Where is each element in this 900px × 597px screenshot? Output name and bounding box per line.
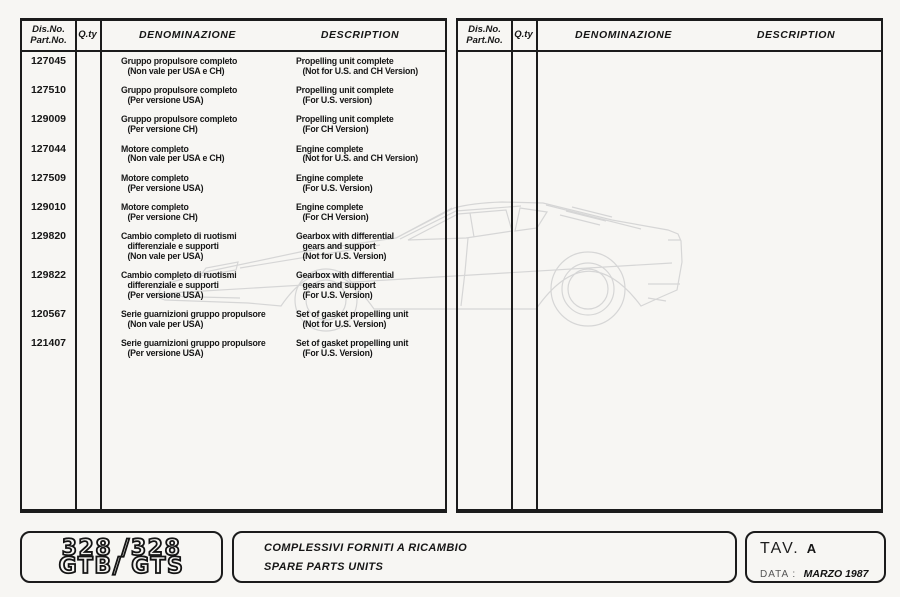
table-body-left xyxy=(22,52,445,359)
description-line: (For U.S. Version) xyxy=(302,289,373,301)
qty-cell xyxy=(75,203,100,222)
part-number: 129009 xyxy=(30,113,67,126)
header-part-number xyxy=(458,25,511,46)
denominazione-cell xyxy=(100,271,275,300)
description-line: Gearbox with differential xyxy=(296,231,394,243)
description-line: gears and support xyxy=(302,279,376,291)
catalog-title-italian: COMPLESSIVI FORNITI A RICAMBIO xyxy=(264,542,468,554)
denominazione-line: (Per versione USA) xyxy=(127,347,204,359)
description-cell xyxy=(275,57,445,76)
description-cell xyxy=(275,203,445,222)
column-divider xyxy=(100,21,102,509)
header-part-no: Part.No. xyxy=(466,34,503,46)
denominazione-line: Gruppo propulsore completo xyxy=(121,85,238,97)
denominazione-line: Serie guarnizioni gruppo propulsore xyxy=(121,338,266,350)
header-description: DESCRIPTION xyxy=(320,28,400,41)
qty-cell xyxy=(75,115,100,134)
denominazione-cell xyxy=(100,232,275,261)
denominazione-cell xyxy=(100,339,275,358)
qty-cell xyxy=(75,232,100,261)
denominazione-line: (Non vale per USA) xyxy=(127,250,204,262)
denominazione-line: (Per versione CH) xyxy=(127,211,198,223)
table-row xyxy=(22,232,445,261)
description-line: Engine complete xyxy=(296,143,364,155)
denominazione-line: Motore completo xyxy=(121,143,189,155)
description-line: Set of gasket propelling unit xyxy=(296,338,409,350)
part-number: 129820 xyxy=(30,230,67,243)
qty-cell xyxy=(75,174,100,193)
denominazione-cell xyxy=(100,310,275,329)
table-reference-plate xyxy=(745,531,886,583)
table-body-right xyxy=(458,52,881,57)
denominazione-cell xyxy=(100,57,275,76)
header-description: DESCRIPTION xyxy=(756,28,836,41)
header-part-no: Part.No. xyxy=(30,34,67,46)
description-cell xyxy=(275,232,445,261)
description-cell xyxy=(275,86,445,105)
denominazione-line: (Per versione CH) xyxy=(127,124,198,136)
header-denominazione: DENOMINAZIONE xyxy=(138,28,237,41)
part-number: 121407 xyxy=(30,337,67,350)
part-number: 127510 xyxy=(30,84,67,97)
description-line: (Not for U.S. and CH Version) xyxy=(302,153,419,165)
denominazione-cell xyxy=(100,115,275,134)
tav-value: A xyxy=(806,541,818,556)
table-row xyxy=(22,339,445,358)
description-line: (Not for U.S. and CH Version) xyxy=(302,65,419,77)
description-cell xyxy=(275,310,445,329)
column-divider xyxy=(536,21,538,509)
part-number: 129822 xyxy=(30,269,67,282)
part-number: 129010 xyxy=(30,201,67,214)
denominazione-line: Gruppo propulsore completo xyxy=(121,56,238,67)
description-line: (For U.S. version) xyxy=(302,94,372,106)
table-row xyxy=(22,86,445,105)
description-line: (For CH Version) xyxy=(302,124,369,136)
description-line: Engine complete xyxy=(296,172,364,184)
table-header-row xyxy=(22,21,445,52)
date-value: MARZO 1987 xyxy=(803,568,869,580)
catalog-title-english: SPARE PARTS UNITS xyxy=(264,561,384,573)
denominazione-line: (Per versione USA) xyxy=(127,182,204,194)
description-line: (For U.S. Version) xyxy=(302,347,373,359)
denominazione-line: (Non vale per USA e CH) xyxy=(127,65,225,77)
description-cell xyxy=(275,115,445,134)
table-row xyxy=(22,115,445,134)
parts-table-right xyxy=(456,18,883,513)
table-row xyxy=(22,203,445,222)
qty-cell xyxy=(75,57,100,76)
qty-cell xyxy=(75,339,100,358)
column-divider xyxy=(75,21,77,509)
denominazione-cell xyxy=(100,86,275,105)
description-cell xyxy=(275,271,445,300)
description-line: gears and support xyxy=(302,240,376,252)
header-dis-no: Dis.No. xyxy=(468,23,501,35)
part-number: 127044 xyxy=(30,142,67,155)
description-cell xyxy=(275,174,445,193)
model-badge xyxy=(20,531,223,583)
header-part-number xyxy=(22,25,75,46)
header-qty: Q.ty xyxy=(78,29,97,41)
header-dis-no: Dis.No. xyxy=(32,23,65,35)
qty-cell xyxy=(75,86,100,105)
denominazione-line: (Per versione USA) xyxy=(127,289,204,301)
qty-cell xyxy=(75,310,100,329)
denominazione-line: Motore completo xyxy=(121,172,189,184)
table-row xyxy=(22,171,445,194)
catalog-title-plate xyxy=(232,531,737,583)
table-row xyxy=(22,310,445,329)
model-badge-line2: GTB/ GTS xyxy=(58,553,185,579)
part-number: 127045 xyxy=(30,55,67,67)
description-line: Propelling unit complete xyxy=(296,85,394,97)
denominazione-line: (Non vale per USA e CH) xyxy=(127,153,225,165)
parts-table-left xyxy=(20,18,447,513)
description-line: (For U.S. Version) xyxy=(302,182,373,194)
date-line xyxy=(760,564,884,582)
denominazione-cell xyxy=(100,145,275,164)
header-denominazione: DENOMINAZIONE xyxy=(574,28,673,41)
denominazione-line: (Per versione USA) xyxy=(127,94,204,106)
denominazione-cell xyxy=(100,203,275,222)
description-line: Gearbox with differential xyxy=(296,270,394,282)
denominazione-cell xyxy=(100,174,275,193)
tav-line xyxy=(760,540,884,558)
denominazione-line: Cambio completo di ruotismi xyxy=(121,270,237,282)
table-row xyxy=(22,142,445,165)
denominazione-line: differenziale e supporti xyxy=(127,240,219,252)
date-label: DATA : xyxy=(760,569,797,580)
model-badge-line1: 328 /328 xyxy=(61,535,182,561)
description-line: Propelling unit complete xyxy=(296,56,394,67)
qty-cell xyxy=(75,145,100,164)
denominazione-line: Motore completo xyxy=(121,202,189,214)
part-number: 127509 xyxy=(30,171,67,184)
description-line: Propelling unit complete xyxy=(296,114,394,126)
description-line: Set of gasket propelling unit xyxy=(296,309,409,321)
description-line: (Not for U.S. Version) xyxy=(302,250,387,262)
denominazione-line: Serie guarnizioni gruppo propulsore xyxy=(121,309,266,321)
tav-label: TAV. xyxy=(760,540,800,557)
denominazione-line: (Non vale per USA) xyxy=(127,318,204,330)
table-header-row xyxy=(458,21,881,52)
denominazione-line: Cambio completo di ruotismi xyxy=(121,231,237,243)
part-number: 120567 xyxy=(30,308,67,321)
denominazione-line: Gruppo propulsore completo xyxy=(121,114,238,126)
header-qty: Q.ty xyxy=(514,29,533,41)
table-row xyxy=(22,57,445,76)
description-line: (For CH Version) xyxy=(302,211,369,223)
description-cell xyxy=(275,339,445,358)
column-divider xyxy=(511,21,513,509)
description-line: Engine complete xyxy=(296,202,364,214)
denominazione-line: differenziale e supporti xyxy=(127,279,219,291)
qty-cell xyxy=(75,271,100,300)
description-cell xyxy=(275,145,445,164)
table-row xyxy=(22,271,445,300)
description-line: (Not for U.S. Version) xyxy=(302,318,387,330)
